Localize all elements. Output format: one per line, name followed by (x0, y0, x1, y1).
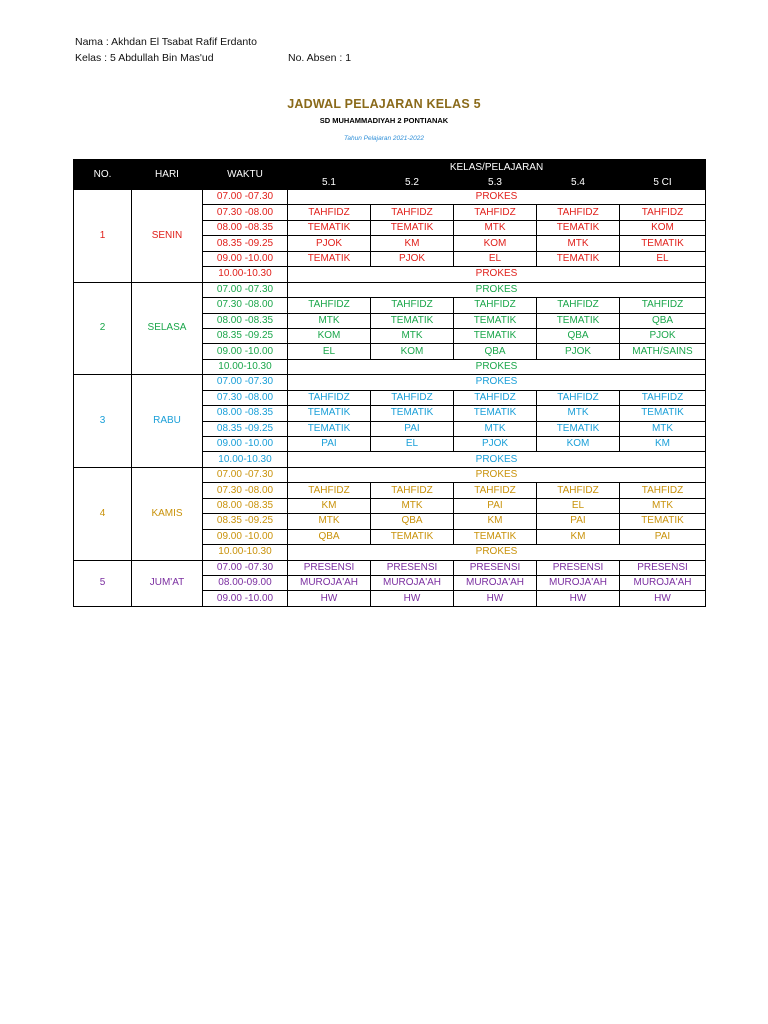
subject-cell: KOM (371, 344, 454, 359)
header-class: 5.4 (537, 176, 620, 190)
subject-cell: TAHFIDZ (537, 298, 620, 313)
subject-cell: PAI (537, 514, 620, 529)
student-absen-number: No. Absen : 1 (288, 52, 352, 64)
time-slot: 09.00 -10.00 (203, 344, 288, 359)
time-slot: 10.00-10.30 (203, 452, 288, 467)
subject-cell: TEMATIK (620, 236, 706, 251)
subject-cell: KOM (454, 236, 537, 251)
time-slot: 09.00 -10.00 (203, 251, 288, 266)
time-slot: 07.30 -08.00 (203, 483, 288, 498)
prokes-cell: PROKES (288, 359, 706, 374)
subject-cell: PJOK (288, 236, 371, 251)
time-slot: 08.00 -08.35 (203, 406, 288, 421)
student-class: Kelas : 5 Abdullah Bin Mas'ud (75, 52, 214, 64)
subject-cell: HW (454, 591, 537, 606)
prokes-cell: PROKES (288, 467, 706, 482)
time-slot: 07.30 -08.00 (203, 298, 288, 313)
subject-cell: TEMATIK (620, 406, 706, 421)
time-slot: 08.00-09.00 (203, 575, 288, 590)
subject-cell: TEMATIK (454, 529, 537, 544)
subject-cell: PAI (620, 529, 706, 544)
table-row (74, 467, 706, 482)
subject-cell: TAHFIDZ (454, 298, 537, 313)
subject-cell: QBA (288, 529, 371, 544)
subject-cell: TEMATIK (371, 220, 454, 235)
time-slot: 08.35 -09.25 (203, 514, 288, 529)
header-class-group: KELAS/PELAJARAN (288, 160, 706, 176)
time-slot: 08.35 -09.25 (203, 421, 288, 436)
subject-cell: TEMATIK (288, 251, 371, 266)
prokes-cell: PROKES (288, 190, 706, 205)
header-class: 5.3 (454, 176, 537, 190)
subject-cell: HW (288, 591, 371, 606)
subject-cell: KOM (288, 328, 371, 343)
time-slot: 07.30 -08.00 (203, 390, 288, 405)
subject-cell: QBA (454, 344, 537, 359)
time-slot: 08.00 -08.35 (203, 313, 288, 328)
time-slot: 08.00 -08.35 (203, 498, 288, 513)
subject-cell: EL (620, 251, 706, 266)
subject-cell: HW (537, 591, 620, 606)
table-body (74, 190, 706, 607)
subject-cell: PRESENSI (371, 560, 454, 575)
subject-cell: PAI (371, 421, 454, 436)
subject-cell: MTK (537, 236, 620, 251)
subject-cell: TAHFIDZ (537, 205, 620, 220)
subject-cell: KM (371, 236, 454, 251)
subject-cell: PAI (288, 437, 371, 452)
subject-cell: TEMATIK (288, 406, 371, 421)
header-time: WAKTU (203, 160, 288, 190)
day-name: JUM'AT (132, 560, 203, 606)
subject-cell: TEMATIK (454, 313, 537, 328)
subject-cell: TAHFIDZ (620, 205, 706, 220)
day-name: SELASA (132, 282, 203, 375)
school-name: SD MUHAMMADIYAH 2 PONTIANAK (319, 116, 449, 125)
subject-cell: TAHFIDZ (537, 390, 620, 405)
day-number: 2 (74, 282, 132, 375)
time-slot: 07.00 -07.30 (203, 375, 288, 390)
subject-cell: TAHFIDZ (454, 205, 537, 220)
subject-cell: TEMATIK (537, 251, 620, 266)
subject-cell: KM (288, 498, 371, 513)
prokes-cell: PROKES (288, 375, 706, 390)
subject-cell: TAHFIDZ (620, 483, 706, 498)
schedule-table (73, 159, 706, 607)
subject-cell: MUROJA'AH (620, 575, 706, 590)
subject-cell: KM (454, 514, 537, 529)
prokes-cell: PROKES (288, 545, 706, 560)
day-number: 4 (74, 467, 132, 560)
subject-cell: QBA (537, 328, 620, 343)
table-header (74, 160, 706, 190)
subject-cell: MATH/SAINS (620, 344, 706, 359)
subject-cell: MUROJA'AH (537, 575, 620, 590)
day-number: 3 (74, 375, 132, 468)
subject-cell: MTK (537, 406, 620, 421)
subject-cell: QBA (371, 514, 454, 529)
header-class: 5 CI (620, 176, 706, 190)
day-name: SENIN (132, 190, 203, 283)
subject-cell: PJOK (454, 437, 537, 452)
subject-cell: HW (620, 591, 706, 606)
subject-cell: MTK (454, 220, 537, 235)
prokes-cell: PROKES (288, 452, 706, 467)
day-name: RABU (132, 375, 203, 468)
subject-cell: TAHFIDZ (371, 298, 454, 313)
subject-cell: PJOK (620, 328, 706, 343)
subject-cell: TEMATIK (620, 514, 706, 529)
subject-cell: TEMATIK (371, 313, 454, 328)
subject-cell: MTK (620, 421, 706, 436)
subject-cell: MTK (454, 421, 537, 436)
subject-cell: TAHFIDZ (620, 390, 706, 405)
subject-cell: TEMATIK (454, 406, 537, 421)
subject-cell: TAHFIDZ (537, 483, 620, 498)
time-slot: 07.00 -07.30 (203, 560, 288, 575)
header-no: NO. (74, 160, 132, 190)
header-day: HARI (132, 160, 203, 190)
subject-cell: PJOK (537, 344, 620, 359)
subject-cell: PJOK (371, 251, 454, 266)
subject-cell: EL (288, 344, 371, 359)
subject-cell: TEMATIK (537, 421, 620, 436)
subject-cell: EL (371, 437, 454, 452)
subject-cell: TAHFIDZ (288, 390, 371, 405)
subject-cell: MTK (371, 328, 454, 343)
page-title: JADWAL PELAJARAN KELAS 5 (287, 97, 481, 111)
time-slot: 10.00-10.30 (203, 359, 288, 374)
subject-cell: TEMATIK (454, 328, 537, 343)
subject-cell: MTK (371, 498, 454, 513)
subject-cell: TAHFIDZ (620, 298, 706, 313)
table-row (74, 375, 706, 390)
subject-cell: KOM (620, 220, 706, 235)
header-class: 5.2 (371, 176, 454, 190)
subject-cell: EL (537, 498, 620, 513)
subject-cell: KM (537, 529, 620, 544)
subject-cell: MUROJA'AH (371, 575, 454, 590)
subject-cell: TAHFIDZ (288, 483, 371, 498)
subject-cell: MUROJA'AH (288, 575, 371, 590)
subject-cell: MTK (288, 514, 371, 529)
subject-cell: QBA (620, 313, 706, 328)
time-slot: 09.00 -10.00 (203, 591, 288, 606)
subject-cell: TEMATIK (288, 421, 371, 436)
table-row (74, 560, 706, 575)
subject-cell: MUROJA'AH (454, 575, 537, 590)
time-slot: 09.00 -10.00 (203, 437, 288, 452)
subject-cell: PRESENSI (454, 560, 537, 575)
subject-cell: TEMATIK (537, 220, 620, 235)
time-slot: 07.00 -07.30 (203, 467, 288, 482)
subject-cell: TAHFIDZ (371, 205, 454, 220)
time-slot: 08.00 -08.35 (203, 220, 288, 235)
time-slot: 10.00-10.30 (203, 545, 288, 560)
subject-cell: PRESENSI (537, 560, 620, 575)
subject-cell: TAHFIDZ (454, 483, 537, 498)
subject-cell: TAHFIDZ (371, 390, 454, 405)
time-slot: 08.35 -09.25 (203, 328, 288, 343)
subject-cell: TEMATIK (371, 529, 454, 544)
subject-cell: KOM (537, 437, 620, 452)
school-year: Tahun Pelajaran 2021-2022 (344, 135, 424, 142)
subject-cell: TAHFIDZ (371, 483, 454, 498)
student-name: Nama : Akhdan El Tsabat Rafif Erdanto (75, 36, 257, 48)
subject-cell: MTK (288, 313, 371, 328)
day-number: 5 (74, 560, 132, 606)
subject-cell: HW (371, 591, 454, 606)
subject-cell: TAHFIDZ (454, 390, 537, 405)
prokes-cell: PROKES (288, 282, 706, 297)
subject-cell: MTK (620, 498, 706, 513)
subject-cell: PAI (454, 498, 537, 513)
header-class: 5.1 (288, 176, 371, 190)
table-row (74, 282, 706, 297)
time-slot: 07.30 -08.00 (203, 205, 288, 220)
subject-cell: TEMATIK (288, 220, 371, 235)
day-name: KAMIS (132, 467, 203, 560)
subject-cell: TAHFIDZ (288, 205, 371, 220)
time-slot: 07.00 -07.30 (203, 190, 288, 205)
subject-cell: TEMATIK (371, 406, 454, 421)
subject-cell: EL (454, 251, 537, 266)
subject-cell: TEMATIK (537, 313, 620, 328)
prokes-cell: PROKES (288, 267, 706, 282)
time-slot: 08.35 -09.25 (203, 236, 288, 251)
subject-cell: TAHFIDZ (288, 298, 371, 313)
subject-cell: PRESENSI (620, 560, 706, 575)
subject-cell: PRESENSI (288, 560, 371, 575)
table-row (74, 190, 706, 205)
subject-cell: KM (620, 437, 706, 452)
time-slot: 07.00 -07.30 (203, 282, 288, 297)
day-number: 1 (74, 190, 132, 283)
time-slot: 09.00 -10.00 (203, 529, 288, 544)
time-slot: 10.00-10.30 (203, 267, 288, 282)
